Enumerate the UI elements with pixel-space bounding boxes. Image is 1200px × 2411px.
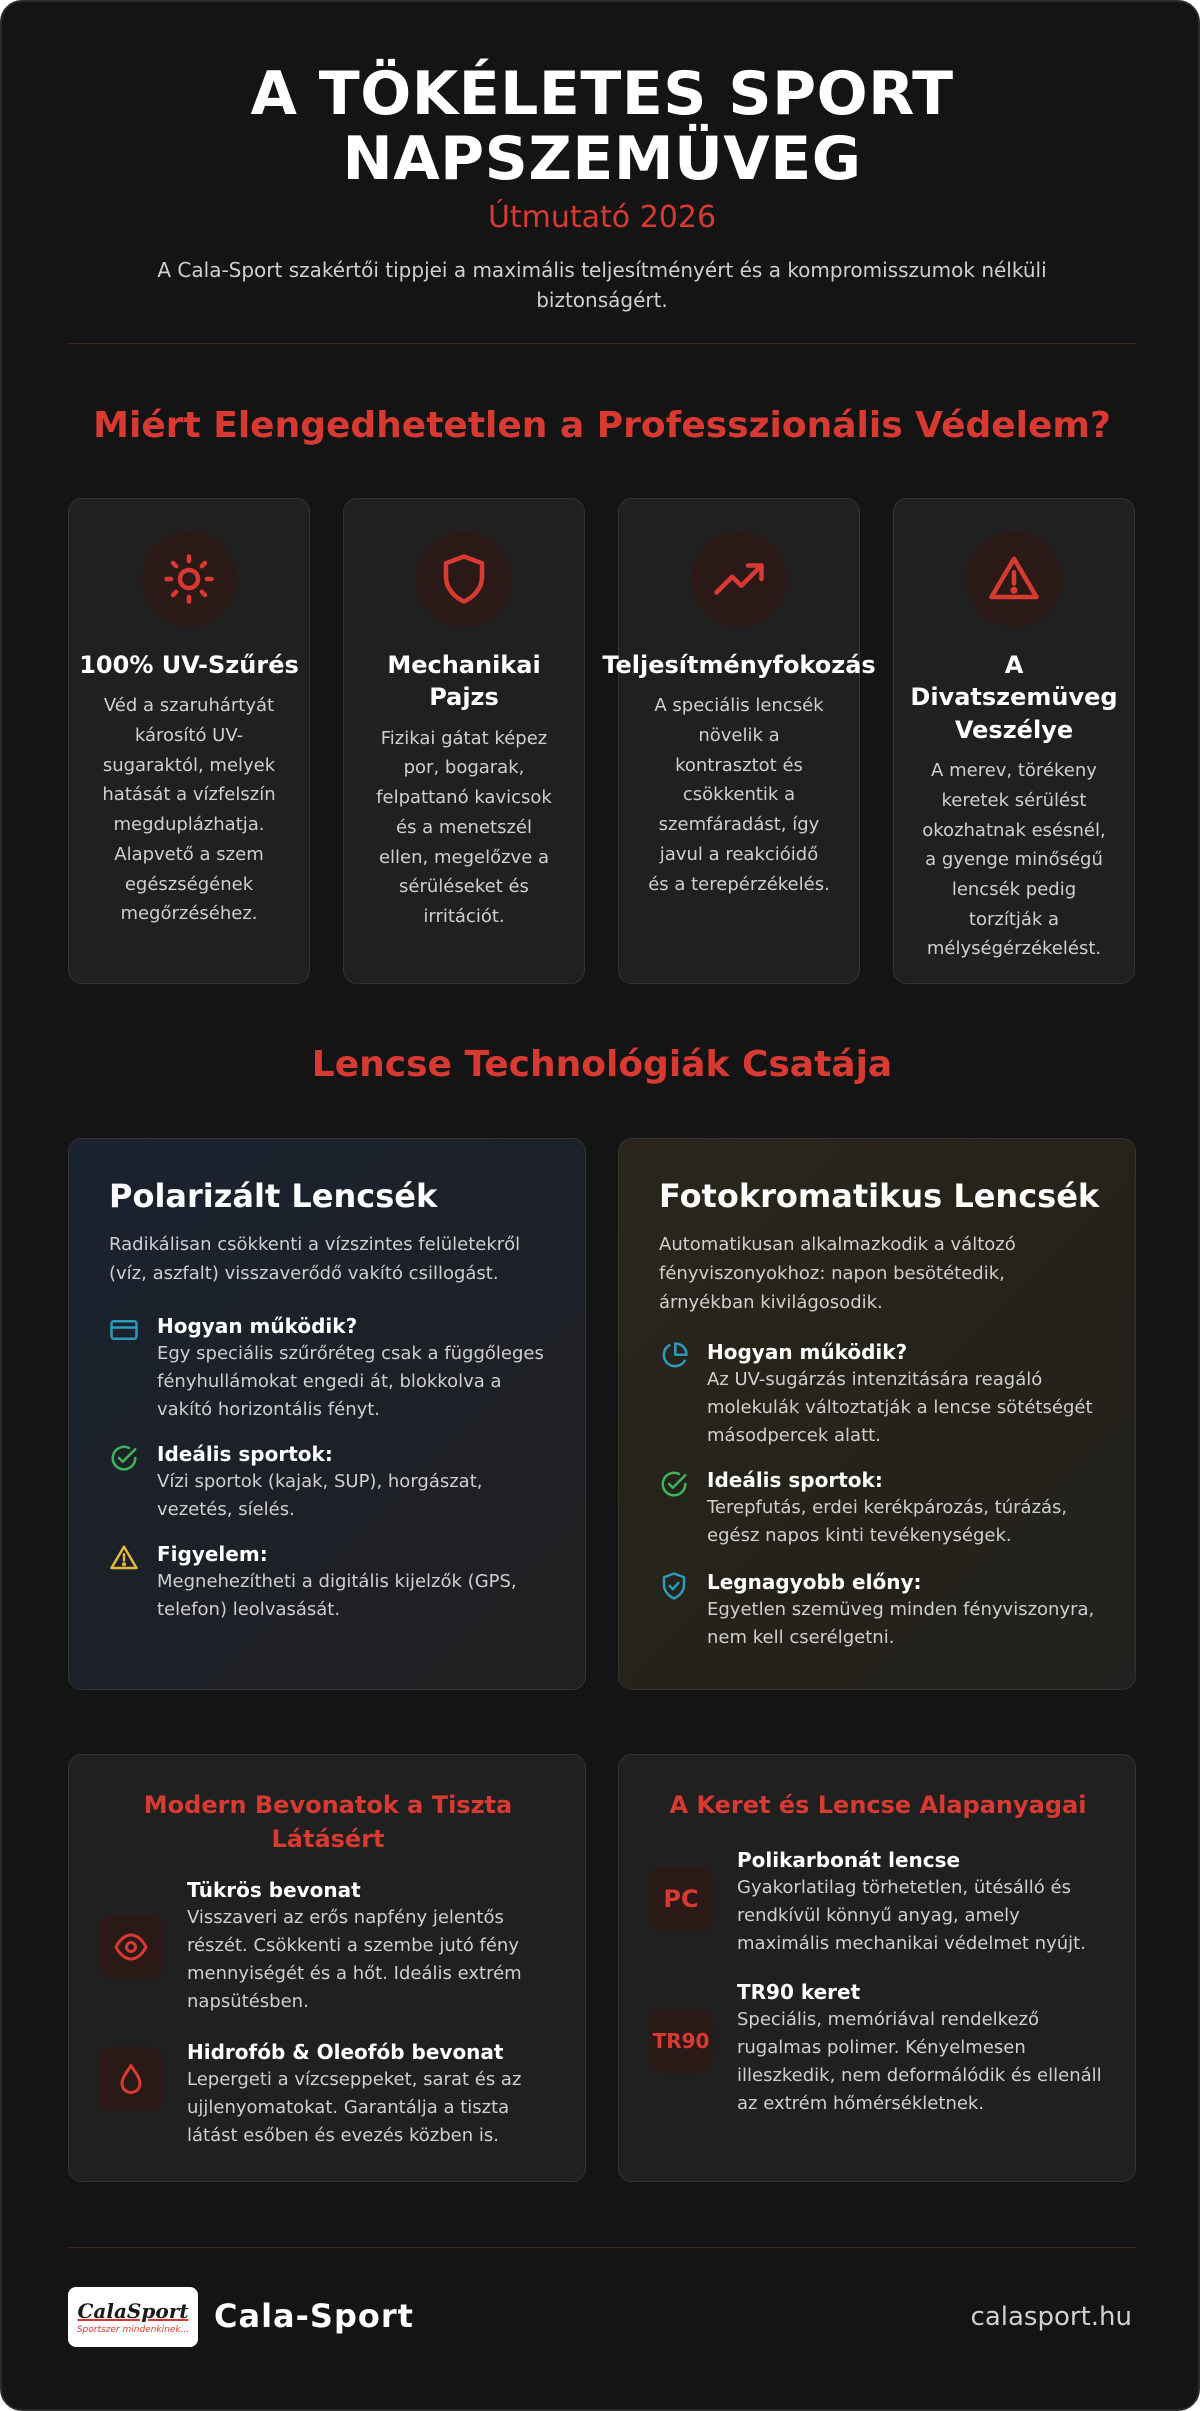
materials-title: A Keret és Lencse Alapanyagai	[669, 1791, 1087, 1819]
why-section-title: Miért Elengedhetetlen a Professzionális Védelem?	[93, 405, 1111, 446]
eye-icon	[99, 1915, 163, 1979]
lens-feature	[109, 1541, 549, 1624]
why-card-text: Véd a szaruhártyát károsító UV-sugaraktól, melyek hatását a vízfelszín megduplázhatja. Alapvető a szem egészségének megőrzéséhez.	[102, 695, 276, 925]
header-divider	[68, 343, 1136, 344]
why-card-performance	[602, 498, 876, 984]
lens-feature	[659, 1467, 1099, 1550]
intro-text: A Cala-Sport szakértői tippjei a maximális teljesítményért és a kompromisszumok nélküli biztonságért.	[157, 257, 1047, 312]
header	[2, 59, 1200, 315]
shield-icon	[416, 531, 512, 627]
coatings-title: Modern Bevonatok a Tiszta Látásért	[143, 1791, 513, 1853]
lens-feature-text: Megnehezítheti a digitális kijelzők (GPS, telefon) leolvasását.	[157, 1571, 517, 1620]
coatings-card	[68, 1754, 586, 2182]
why-card-title: Mechanikai Pajzs	[387, 651, 541, 712]
lens-feature-text: Egyetlen szemüveg minden fényviszonyra, nem kell cserélgetni.	[707, 1599, 1095, 1648]
lens-feature	[109, 1441, 549, 1524]
material-head: TR90 keret	[737, 1980, 861, 2004]
logo-wordmark: CalaSport	[77, 2299, 189, 2323]
warning-icon	[966, 531, 1062, 627]
why-card-title: Teljesítményfokozás	[602, 651, 876, 679]
photochromic-lens-card	[618, 1138, 1136, 1690]
lens-feature-text: Egy speciális szűrőréteg csak a függőleges fényhullámokat engedi át, blokkolva a vakító horizontális fényt.	[157, 1343, 544, 1420]
check-circle-icon	[109, 1443, 139, 1473]
material-item	[649, 1847, 1107, 1958]
why-card-mechanical	[343, 498, 585, 984]
title-line-1: A TÖKÉLETES SPORT	[250, 59, 954, 129]
coating-item	[99, 2039, 557, 2150]
check-circle-icon	[659, 1469, 689, 1499]
why-card-text: A speciális lencsék növelik a kontrasztot és csökkentik a szemfáradást, így javul a reakcióidő és a terepérzékelés.	[648, 695, 830, 895]
lens-feature	[659, 1569, 1099, 1652]
pie-chart-icon	[659, 1341, 689, 1371]
lens-card-title: Fotokromatikus Lencsék	[659, 1177, 1100, 1215]
material-text: Speciális, memóriával rendelkező rugalmas polimer. Kényelmesen illeszkedik, nem deformálódik és ellenáll az extrém hőmérsékletnek.	[737, 2009, 1102, 2114]
why-card-title: 100% UV-Szűrés	[79, 651, 299, 679]
title-line-2: NAPSZEMÜVEG	[342, 123, 862, 194]
polarized-lens-card	[68, 1138, 586, 1690]
lens-feature	[659, 1339, 1099, 1450]
coating-head: Hidrofób & Oleofób bevonat	[187, 2040, 504, 2064]
droplet-icon	[99, 2047, 163, 2111]
coating-head: Tükrös bevonat	[187, 1878, 361, 1902]
tr90-badge: TR90	[649, 2009, 713, 2073]
coating-text: Lepergeti a vízcseppeket, sarat és az ujjlenyomatokat. Garantálja a tiszta látást esőben és evezés közben is.	[187, 2069, 522, 2146]
page-title	[2, 59, 1200, 194]
footer-url: calasport.hu	[970, 2302, 1132, 2332]
lens-feature-text: Az UV-sugárzás intenzitására reagáló molekulák változtatják a lencse sötétségét másodpercek alatt.	[707, 1369, 1093, 1446]
coating-item	[99, 1877, 557, 2016]
lens-feature-head: Hogyan működik?	[157, 1314, 358, 1338]
footer-brand: Cala-Sport	[214, 2297, 414, 2335]
shield-check-icon	[659, 1571, 689, 1601]
why-card-uv	[68, 498, 310, 984]
lens-feature-head: Ideális sportok:	[707, 1468, 883, 1492]
lens-feature-head: Legnagyobb előny:	[707, 1570, 922, 1594]
tech-section-title: Lencse Technológiák Csatája	[311, 1044, 893, 1085]
materials-card	[618, 1754, 1136, 2182]
logo-tagline: Sportszer mindenkinek...	[76, 2325, 190, 2335]
lens-feature-head: Figyelem:	[157, 1542, 268, 1566]
lens-feature-head: Ideális sportok:	[157, 1442, 333, 1466]
why-card-title: A Divatszemüveg Veszélye	[910, 651, 1118, 744]
lens-feature-text: Terepfutás, erdei kerékpározás, túrázás, egész napos kinti tevékenységek.	[707, 1497, 1068, 1546]
card-icon	[109, 1315, 139, 1345]
coating-text: Visszaveri az erős napfény jelentős részét. Csökkenti a szembe jutó fény mennyiségét és a hőt. Ideális extrém napsütésben.	[187, 1907, 522, 2012]
lens-card-desc: Automatikusan alkalmazkodik a változó fényviszonyokhoz: napon besötétedik, árnyékban kivilágosodik.	[659, 1234, 1016, 1313]
sun-icon	[141, 531, 237, 627]
footer-divider	[68, 2247, 1136, 2248]
why-card-fashion-danger	[893, 498, 1135, 984]
material-item	[649, 1979, 1107, 2118]
lens-card-title: Polarizált Lencsék	[109, 1177, 438, 1215]
material-text: Gyakorlatilag törhetetlen, ütésálló és rendkívül könnyű anyag, amely maximális mechanikai védelmet nyújt.	[737, 1877, 1086, 1954]
material-head: Polikarbonát lencse	[737, 1848, 961, 1872]
pc-badge: PC	[649, 1867, 713, 1931]
lens-feature	[109, 1313, 549, 1424]
why-card-text: Fizikai gátat képez por, bogarak, felpattanó kavicsok és a menetszél ellen, megelőzve a sérüléseket és irritációt.	[376, 727, 552, 927]
lens-card-desc: Radikálisan csökkenti a vízszintes felületekről (víz, aszfalt) visszaverődő vakító csillogást.	[109, 1234, 521, 1284]
warning-icon	[109, 1543, 139, 1573]
trending-up-icon	[691, 531, 787, 627]
lens-feature-text: Vízi sportok (kajak, SUP), horgászat, vezetés, síelés.	[157, 1471, 483, 1520]
cala-sport-logo	[68, 2287, 198, 2347]
lens-feature-head: Hogyan működik?	[707, 1340, 908, 1364]
why-card-text: A merev, törékeny keretek sérülést okozhatnak esésnél, a gyenge minőségű lencsék pedig torzítják a mélységérzékelést.	[922, 760, 1106, 960]
page-subtitle: Útmutató 2026	[487, 199, 717, 235]
